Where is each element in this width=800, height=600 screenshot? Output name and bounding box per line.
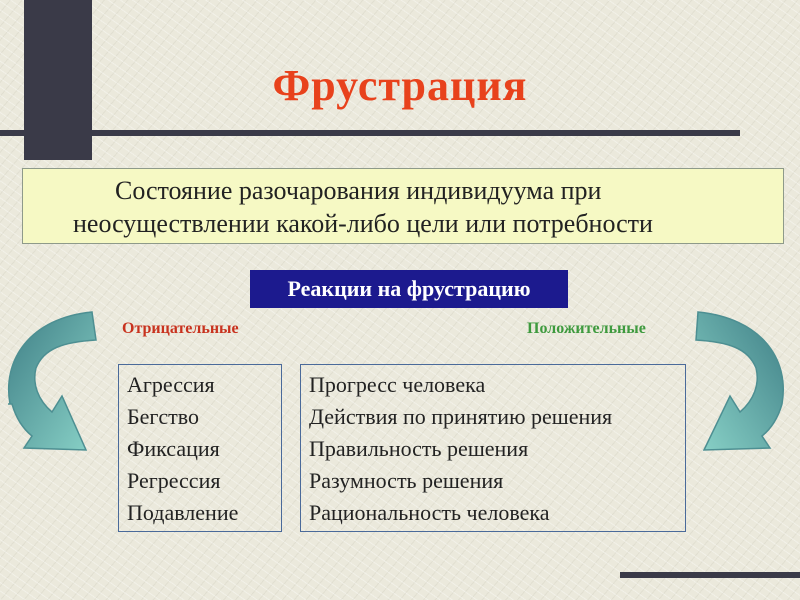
- positive-reactions-list: [300, 364, 686, 532]
- list-item: Фиксация: [127, 436, 220, 461]
- positive-category-label: Положительные: [527, 320, 646, 337]
- list-item: Правильность решения: [309, 436, 529, 461]
- list-item: Регрессия: [127, 468, 221, 493]
- definition-line-2: неосуществлении какой-либо цели или потребности: [73, 209, 653, 238]
- negative-category-label: Отрицательные: [122, 320, 239, 337]
- list-item: Действия по принятию решения: [309, 404, 613, 429]
- right-curved-arrow-icon: [690, 300, 800, 480]
- slide-title: Фрустрация: [272, 61, 528, 110]
- definition-line-1: Состояние разочарования индивидуума при: [115, 176, 602, 205]
- negative-reactions-list: [118, 364, 282, 532]
- list-item: Рациональность человека: [309, 500, 550, 525]
- left-curved-arrow-icon: [0, 300, 120, 480]
- list-item: Разумность решения: [309, 468, 504, 493]
- bottom-rule: [620, 572, 800, 578]
- list-item: Агрессия: [127, 372, 215, 397]
- list-item: Бегство: [127, 404, 200, 429]
- top-rule: [0, 130, 740, 136]
- dark-decor-bar: [24, 0, 92, 160]
- definition-box: [22, 168, 784, 244]
- list-item: Прогресс человека: [309, 372, 486, 397]
- list-item: Подавление: [127, 500, 239, 525]
- reactions-label: Реакции на фрустрацию: [250, 270, 568, 308]
